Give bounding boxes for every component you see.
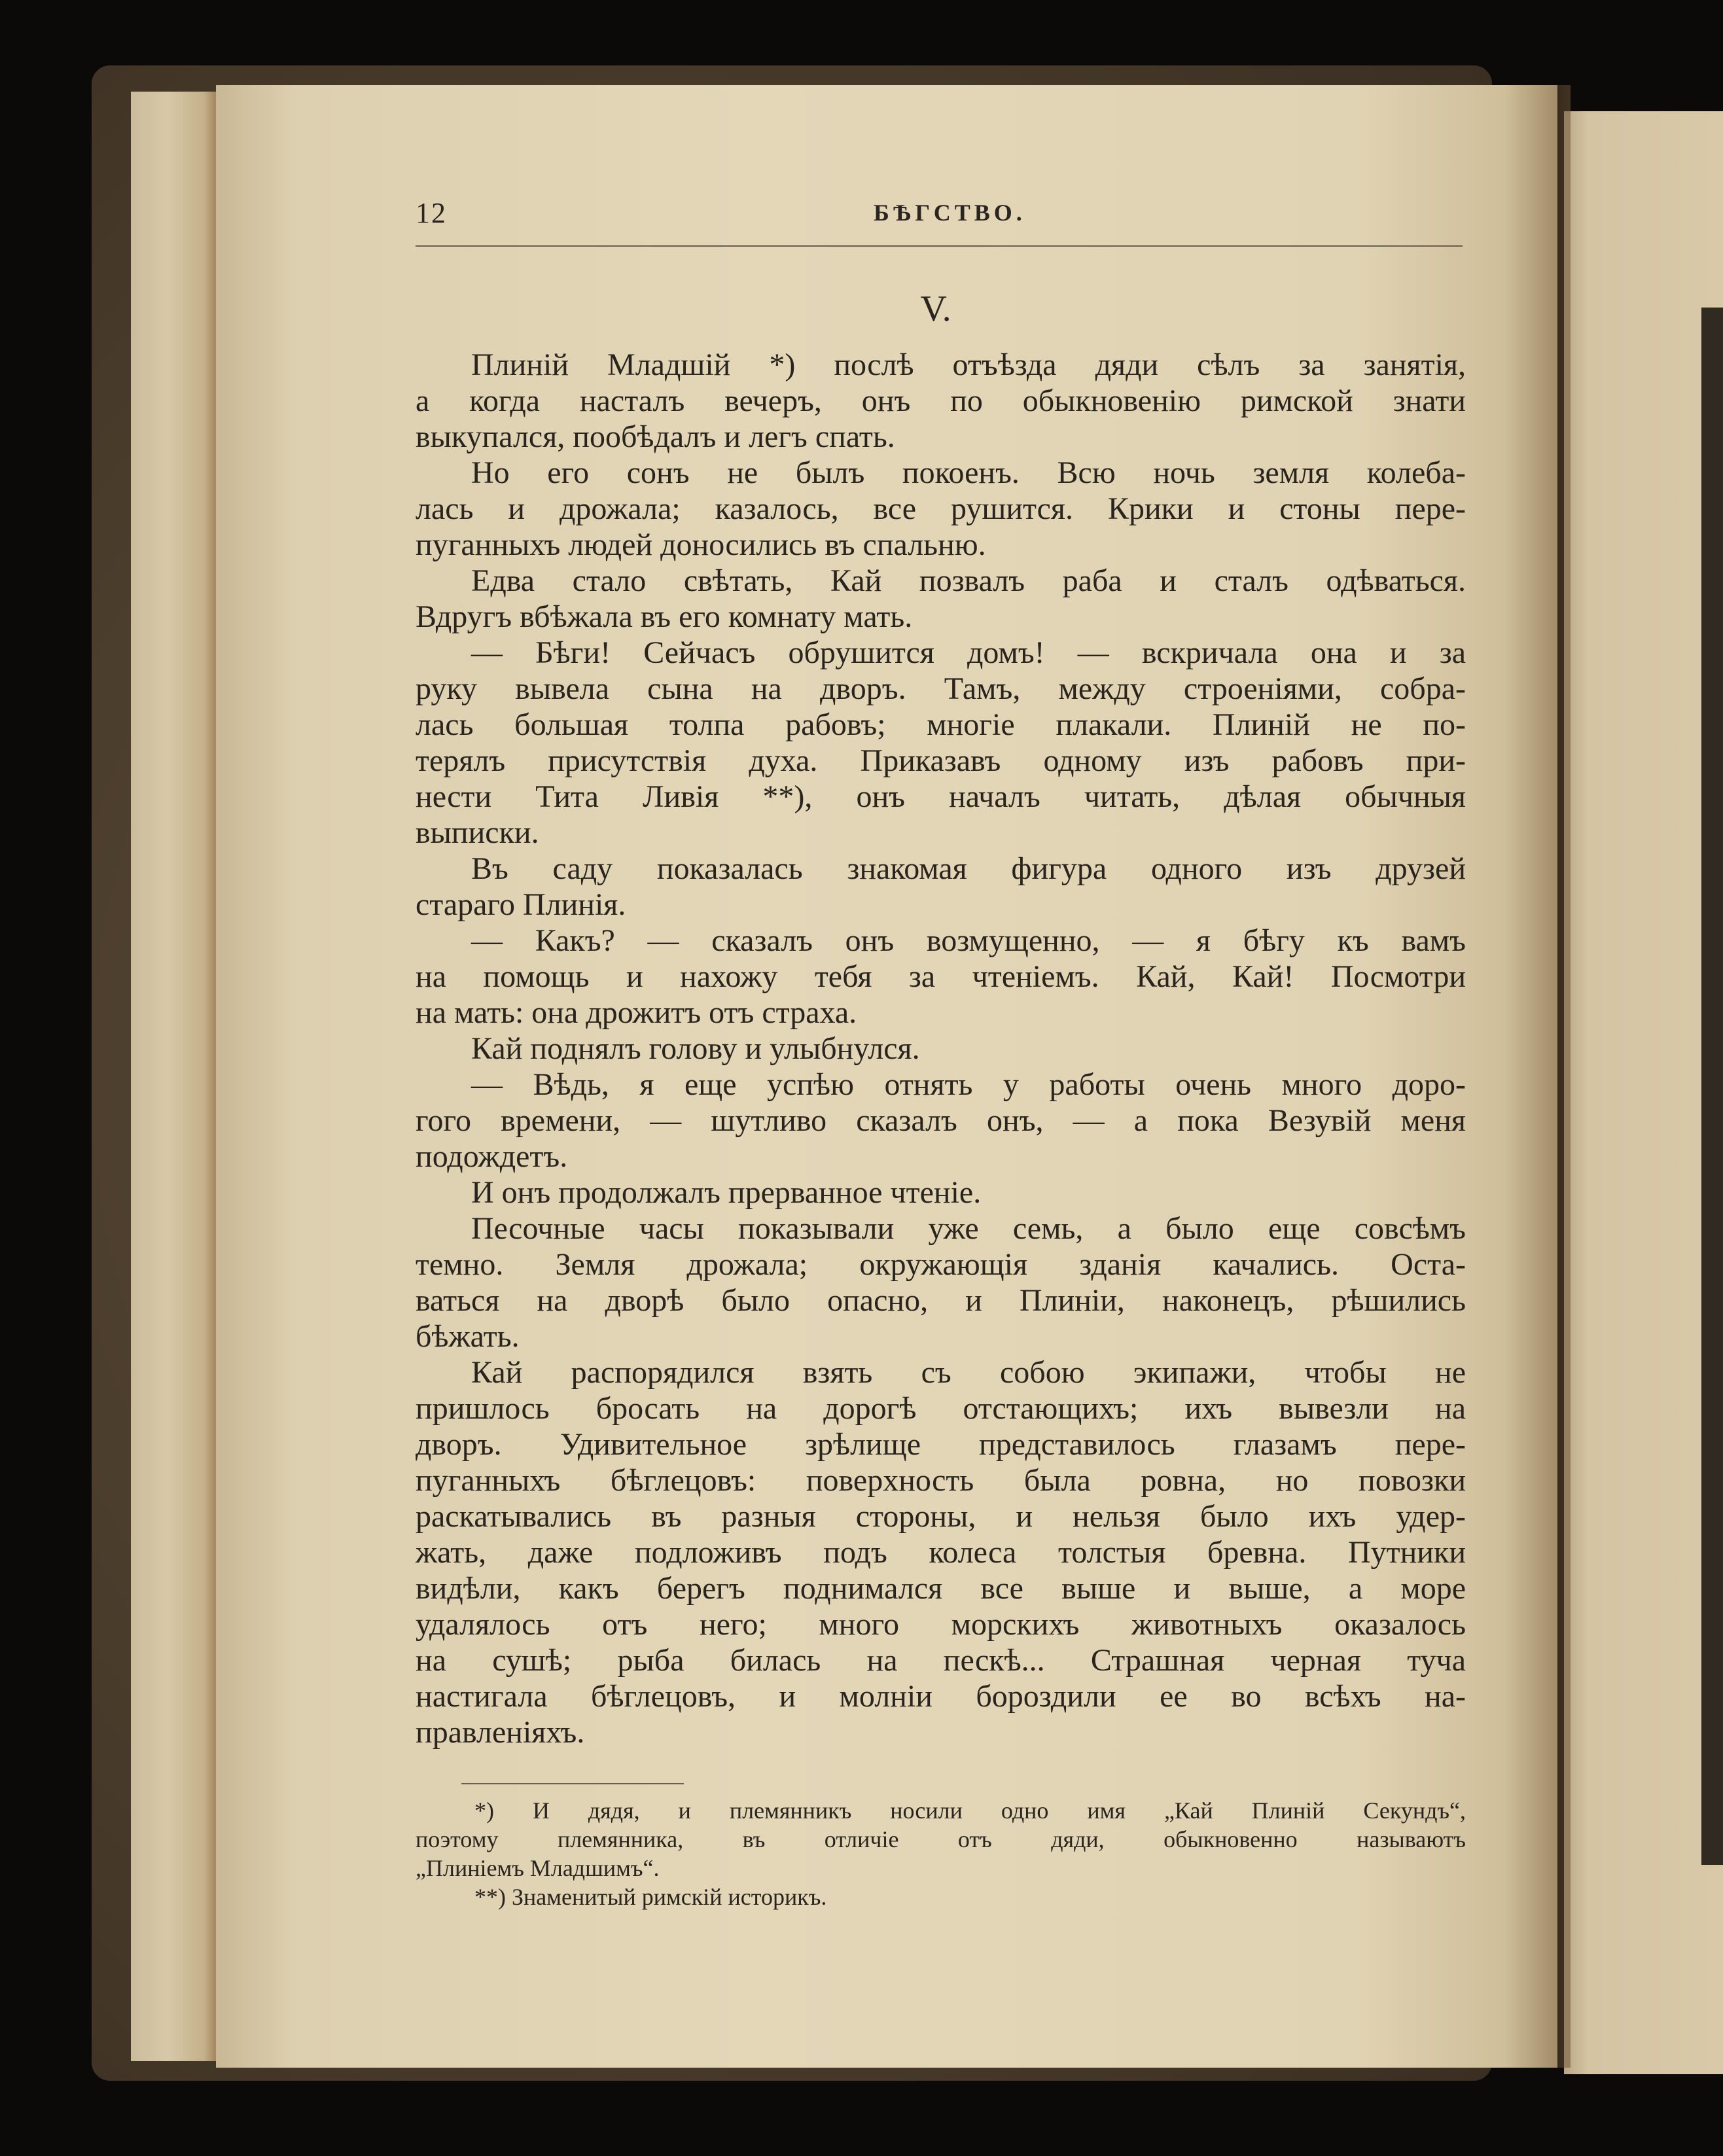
facing-page-shadow [1701, 308, 1723, 1865]
text-line: на помощь и нахожу тебя за чтеніемъ. Кай, Кай! Посмотри [416, 959, 1466, 994]
body-text [416, 347, 1466, 1750]
footnote-line: **) Знаменитый римскій историкъ. [474, 1884, 827, 1910]
header-rule [416, 245, 1463, 247]
text-line: видѣли, какъ берегъ поднимался все выше и выше, а море [416, 1571, 1466, 1606]
text-line: на сушѣ; рыба билась на пескѣ... Страшная черная туча [416, 1643, 1466, 1678]
text-line: выписки. [416, 815, 539, 850]
text-line: Кай распорядился взять съ собою экипажи, чтобы не [471, 1355, 1466, 1390]
footnote-line: *) И дядя, и племянникъ носили одно имя „Кай Плиній Секундъ“, [474, 1797, 1466, 1824]
text-line: подождетъ. [416, 1139, 568, 1174]
text-line: на мать: она дрожитъ отъ страха. [416, 995, 857, 1030]
text-line: раскатывались въ разныя стороны, и нельзя было ихъ удер- [416, 1499, 1466, 1534]
text-line: И онъ продолжалъ прерванное чтеніе. [471, 1175, 982, 1210]
text-line: Вдругъ вбѣжала въ его комнату мать. [416, 599, 913, 634]
text-line: бѣжать. [416, 1319, 520, 1354]
page-number: 12 [416, 197, 447, 229]
text-line: темно. Земля дрожала; окружающія зданія качались. Оста- [416, 1247, 1466, 1282]
text-line: гого времени, — шутливо сказалъ онъ, — а пока Везувій меня [416, 1103, 1466, 1138]
text-line: жать, даже подложивъ подъ колеса толстыя бревна. Путники [416, 1535, 1466, 1570]
chapter-number: V. [920, 289, 951, 329]
footnote-rule [461, 1783, 684, 1784]
text-line: руку вывела сына на дворъ. Тамъ, между строеніями, собра- [416, 671, 1466, 706]
text-line: стараго Плинія. [416, 887, 626, 922]
page-edges [131, 92, 222, 2061]
running-title: БѢГСТВО. [874, 200, 1026, 226]
text-line: — Какъ? — сказалъ онъ возмущенно, — я бѣгу къ вамъ [471, 923, 1466, 958]
text-line: Едва стало свѣтать, Кай позвалъ раба и сталъ одѣваться. [471, 563, 1466, 598]
footnote-line: поэтому племянника, въ отличіе отъ дяди, обыкновенно называютъ [416, 1826, 1466, 1852]
text-line: пуганныхъ людей доносились въ спальню. [416, 527, 986, 562]
text-line: дворъ. Удивительное зрѣлище представилось глазамъ пере- [416, 1427, 1466, 1462]
gutter-shadow [1505, 85, 1571, 2068]
text-line: лась большая толпа рабовъ; многіе плакали. Плиній не по- [416, 707, 1466, 742]
text-line: выкупался, пообѣдалъ и легъ спать. [416, 419, 895, 454]
text-line: Кай поднялъ голову и улыбнулся. [471, 1031, 920, 1066]
text-line: Но его сонъ не былъ покоенъ. Всю ночь земля колеба- [471, 455, 1466, 490]
text-line: Въ саду показалась знакомая фигура одного изъ друзей [471, 851, 1466, 886]
text-line: — Бѣги! Сейчасъ обрушится домъ! — вскричала она и за [471, 635, 1466, 670]
text-line: лась и дрожала; казалось, все рушится. Крики и стоны пере- [416, 491, 1466, 526]
text-line: ваться на дворѣ было опасно, и Плиніи, наконецъ, рѣшились [416, 1283, 1466, 1318]
text-line: настигала бѣглецовъ, и молніи бороздили ее во всѣхъ на- [416, 1679, 1466, 1714]
text-line: терялъ присутствія духа. Приказавъ одному изъ рабовъ при- [416, 743, 1466, 778]
text-line: а когда насталъ вечеръ, онъ по обыкновенію римской знати [416, 383, 1466, 418]
text-line: пришлось бросать на дорогѣ отстающихъ; ихъ вывезли на [416, 1391, 1466, 1426]
text-line: — Вѣдь, я еще успѣю отнять у работы очень много доро- [471, 1067, 1466, 1102]
text-line: Плиній Младшій *) послѣ отъѣзда дяди сѣлъ за занятія, [471, 347, 1466, 382]
text-line: Песочные часы показывали уже семь, а было еще совсѣмъ [471, 1211, 1466, 1246]
text-line: нести Тита Ливія **), онъ началъ читать, дѣлая обычныя [416, 779, 1466, 814]
facing-page [1564, 111, 1723, 2074]
text-line: пуганныхъ бѣглецовъ: поверхность была ровна, но повозки [416, 1463, 1466, 1498]
text-line: правленіяхъ. [416, 1715, 585, 1750]
text-line: удалялось отъ него; много морскихъ животныхъ оказалось [416, 1607, 1466, 1642]
page-header [416, 196, 1463, 236]
footnotes [416, 1796, 1466, 1911]
footnote-line: „Плиніемъ Младшимъ“. [416, 1855, 660, 1881]
